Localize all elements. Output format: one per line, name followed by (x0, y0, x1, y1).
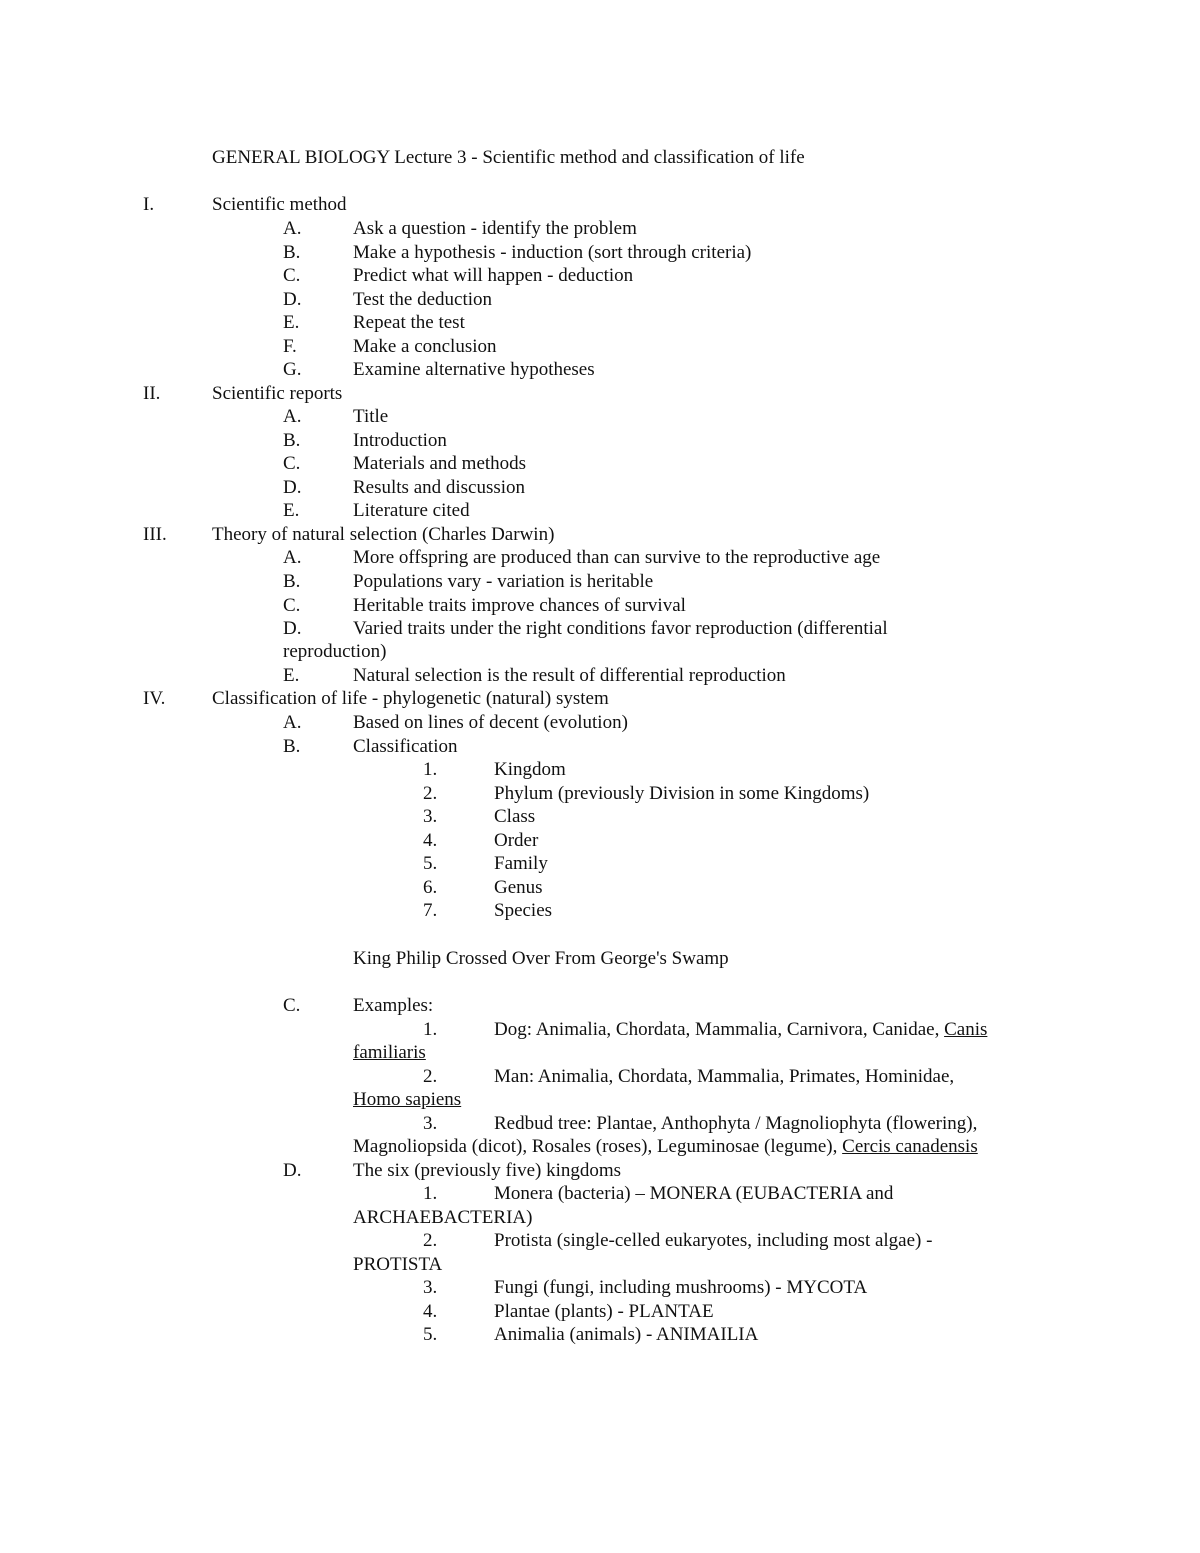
item-text-continued: reproduction) (283, 641, 387, 662)
item-marker: A. (283, 547, 302, 568)
rank-name: Family (494, 853, 548, 874)
item-marker: B. (283, 430, 301, 451)
item-text: Introduction (353, 430, 447, 451)
section-heading: Scientific reports (212, 383, 343, 404)
rank-name: Phylum (previously Division in some Kingdoms) (494, 783, 870, 804)
item-text: Predict what will happen - deduction (353, 265, 634, 286)
item-text: Materials and methods (353, 453, 527, 474)
kingdom-number: 2. (423, 1230, 438, 1251)
rank-number: 5. (423, 853, 438, 874)
item-marker: D. (283, 289, 302, 310)
kingdom-text: Animalia (animals) - ANIMAILIA (494, 1324, 759, 1345)
rank-name: Class (494, 806, 536, 827)
item-marker: B. (283, 242, 301, 263)
section-number: II. (143, 383, 161, 404)
item-marker: E. (283, 500, 300, 521)
kingdom-text-continued: PROTISTA (353, 1254, 443, 1275)
rank-number: 6. (423, 877, 438, 898)
item-text: Heritable traits improve chances of survival (353, 595, 686, 616)
item-text: Classification (353, 736, 458, 757)
item-text: Varied traits under the right conditions favor reproduction (differential (353, 618, 888, 639)
section-heading: Scientific method (212, 194, 347, 215)
section-number: IV. (143, 688, 166, 709)
item-marker: A. (283, 218, 302, 239)
item-text: Examples: (353, 995, 434, 1016)
rank-number: 1. (423, 759, 438, 780)
rank-number: 2. (423, 783, 438, 804)
example-number: 1. (423, 1019, 438, 1040)
item-text: Ask a question - identify the problem (353, 218, 637, 239)
page-title: GENERAL BIOLOGY Lecture 3 - Scientific method and classification of life (212, 147, 805, 168)
item-marker: C. (283, 453, 301, 474)
section-heading: Theory of natural selection (Charles Darwin) (212, 524, 555, 545)
example-number: 2. (423, 1066, 438, 1087)
example-text: Redbud tree: Plantae, Anthophyta / Magnoliophyta (flowering), (494, 1113, 978, 1134)
section-number: III. (143, 524, 167, 545)
rank-number: 3. (423, 806, 438, 827)
item-text: Repeat the test (353, 312, 465, 333)
item-marker: A. (283, 712, 302, 733)
kingdom-number: 1. (423, 1183, 438, 1204)
kingdom-number: 5. (423, 1324, 438, 1345)
rank-name: Order (494, 830, 539, 851)
item-marker: C. (283, 995, 301, 1016)
kingdom-text: Plantae (plants) - PLANTAE (494, 1301, 714, 1322)
item-text: More offspring are produced than can survive to the reproductive age (353, 547, 881, 568)
item-marker: F. (283, 336, 297, 357)
section-number: I. (143, 194, 155, 215)
scientific-name: Homo sapiens (353, 1089, 462, 1110)
item-marker: E. (283, 665, 300, 686)
item-text: Title (353, 406, 389, 427)
kingdom-text-continued: ARCHAEBACTERIA) (353, 1207, 533, 1228)
rank-number: 7. (423, 900, 438, 921)
rank-name: Species (494, 900, 553, 921)
scientific-name: Cercis canadensis (842, 1136, 978, 1157)
kingdom-number: 3. (423, 1277, 438, 1298)
item-marker: D. (283, 618, 302, 639)
item-marker: E. (283, 312, 300, 333)
item-marker: C. (283, 265, 301, 286)
example-text: Man: Animalia, Chordata, Mammalia, Primates, Hominidae, (494, 1066, 955, 1087)
item-text: Populations vary - variation is heritable (353, 571, 654, 592)
example-text-continued (353, 1135, 978, 1158)
example-taxonomy: Dog: Animalia, Chordata, Mammalia, Carnivora, Canidae, (494, 1019, 945, 1040)
example-text (494, 1018, 987, 1041)
example-taxonomy: Magnoliopsida (dicot), Rosales (roses), Leguminosae (legume), (353, 1136, 843, 1157)
item-text: Make a conclusion (353, 336, 497, 357)
kingdom-number: 4. (423, 1301, 438, 1322)
item-marker: B. (283, 736, 301, 757)
section-heading: Classification of life - phylogenetic (natural) system (212, 688, 609, 709)
kingdom-text: Monera (bacteria) – MONERA (EUBACTERIA and (494, 1183, 894, 1204)
rank-number: 4. (423, 830, 438, 851)
item-marker: D. (283, 477, 302, 498)
item-marker: C. (283, 595, 301, 616)
item-marker: G. (283, 359, 302, 380)
item-text: Make a hypothesis - induction (sort through criteria) (353, 242, 752, 263)
genus-name: Canis (944, 1019, 988, 1040)
item-text: Based on lines of decent (evolution) (353, 712, 628, 733)
rank-name: Kingdom (494, 759, 566, 780)
item-text: Natural selection is the result of differential reproduction (353, 665, 786, 686)
mnemonic: King Philip Crossed Over From George's Swamp (353, 948, 729, 969)
rank-name: Genus (494, 877, 543, 898)
item-marker: A. (283, 406, 302, 427)
item-text: Examine alternative hypotheses (353, 359, 595, 380)
item-marker: B. (283, 571, 301, 592)
example-number: 3. (423, 1113, 438, 1134)
item-marker: D. (283, 1160, 302, 1181)
kingdom-text: Protista (single-celled eukaryotes, including most algae) - (494, 1230, 933, 1251)
species-name: familiaris (353, 1042, 426, 1063)
item-text: The six (previously five) kingdoms (353, 1160, 622, 1181)
item-text: Literature cited (353, 500, 470, 521)
kingdom-text: Fungi (fungi, including mushrooms) - MYCOTA (494, 1277, 868, 1298)
item-text: Test the deduction (353, 289, 493, 310)
item-text: Results and discussion (353, 477, 526, 498)
